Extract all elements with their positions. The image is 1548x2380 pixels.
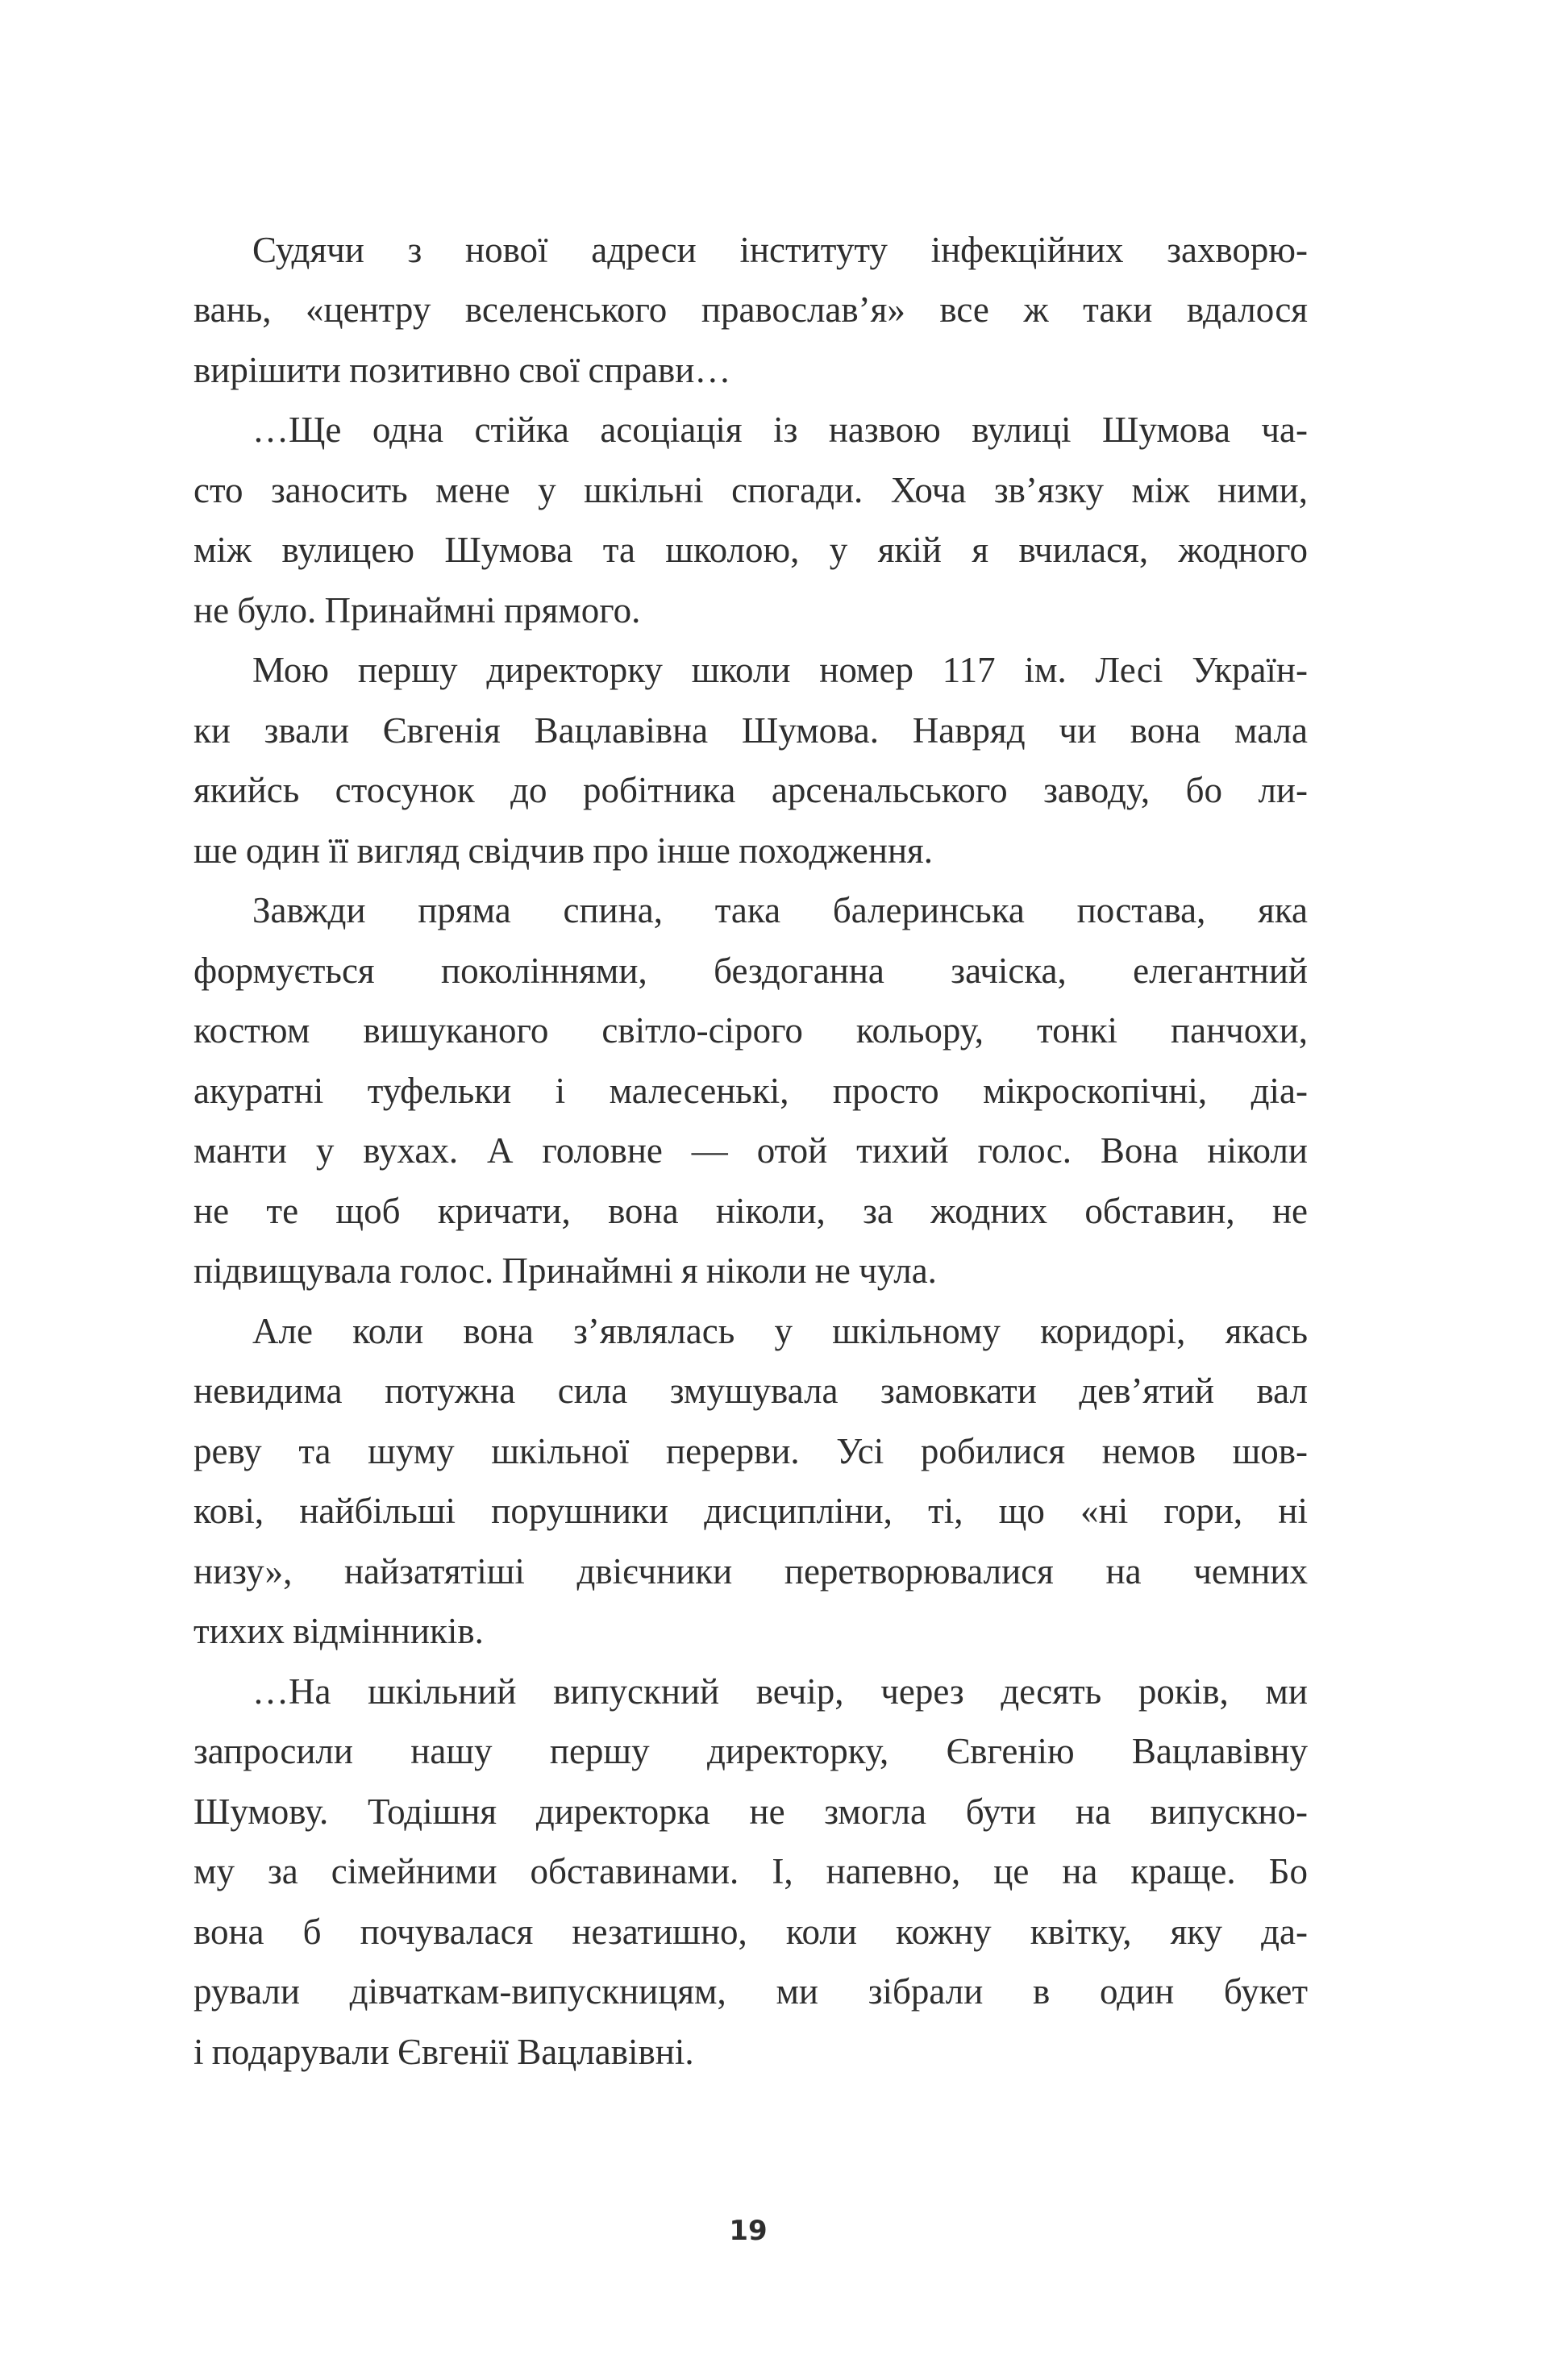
text-line: не те щоб кричати, вона ніколи, за жодних обставин, не	[194, 1191, 1308, 1231]
text-line: вирішити позитивно свої справи…	[194, 350, 731, 390]
body-text	[194, 0, 1308, 2177]
text-line: вань, «центру вселенського православ’я» все ж таки вдалося	[194, 289, 1308, 330]
text-line: підвищувала голос. Принаймні я ніколи не чула.	[194, 1250, 937, 1291]
text-line: Судячи з нової адреси інституту інфекційних захворю-	[252, 230, 1308, 270]
text-line: запросили нашу першу директорку, Євгенію Вацлавівну	[194, 1731, 1308, 1771]
text-line: костюм вишуканого світло-сірого кольору, тонкі панчохи,	[194, 1010, 1308, 1051]
text-line: рували дівчаткам-випускницям, ми зібрали в один букет	[194, 1971, 1308, 2012]
text-line: і подарували Євгенії Вацлавівні.	[194, 2032, 694, 2072]
text-line: …На шкільний випускний вечір, через десять років, ми	[252, 1671, 1308, 1712]
text-line: кові, найбільші порушники дисципліни, ті, що «ні гори, ні	[194, 1491, 1308, 1531]
text-line: якийсь стосунок до робітника арсенальського заводу, бо ли-	[194, 770, 1308, 810]
text-line: …Ще одна стійка асоціація із назвою вулиці Шумова ча-	[252, 410, 1308, 450]
page-number: 19	[729, 2215, 768, 2247]
text-line: ки звали Євгенія Вацлавівна Шумова. Навряд чи вона мала	[194, 710, 1308, 751]
text-line: тихих відмінників.	[194, 1611, 484, 1651]
text-line: реву та шуму шкільної перерви. Усі робилися немов шов-	[194, 1431, 1308, 1471]
text-line: сто заносить мене у шкільні спогади. Хоча зв’язку між ними,	[194, 470, 1308, 510]
text-line: формується поколіннями, бездоганна зачіска, елегантний	[194, 951, 1308, 991]
text-line: му за сімейними обставинами. І, напевно, це на краще. Бо	[194, 1851, 1308, 1891]
text-line: Шумову. Тодішня директорка не змогла бути на випускно-	[194, 1791, 1308, 1832]
text-line: акуратні туфельки і малесенькі, просто мікроскопічні, діа-	[194, 1071, 1308, 1111]
text-line: Але коли вона з’являлась у шкільному коридорі, якась	[252, 1311, 1308, 1351]
text-line: Завжди пряма спина, така балеринська постава, яка	[252, 890, 1308, 930]
text-line: невидима потужна сила змушувала замовкати дев’ятий вал	[194, 1371, 1308, 1411]
text-line: манти у вухах. А головне — отой тихий голос. Вона ніколи	[194, 1130, 1308, 1171]
text-line: вона б почувалася незатишно, коли кожну квітку, яку да-	[194, 1912, 1308, 1952]
text-line: Мою першу директорку школи номер 117 ім. Лесі Україн-	[252, 650, 1308, 690]
text-line: не було. Принаймні прямого.	[194, 590, 641, 630]
text-line: низу», найзатятіші двієчники перетворювалися на чемних	[194, 1551, 1308, 1592]
text-line: між вулицею Шумова та школою, у якій я вчилася, жодного	[194, 530, 1308, 570]
text-line: ше один її вигляд свідчив про інше походження.	[194, 830, 933, 871]
